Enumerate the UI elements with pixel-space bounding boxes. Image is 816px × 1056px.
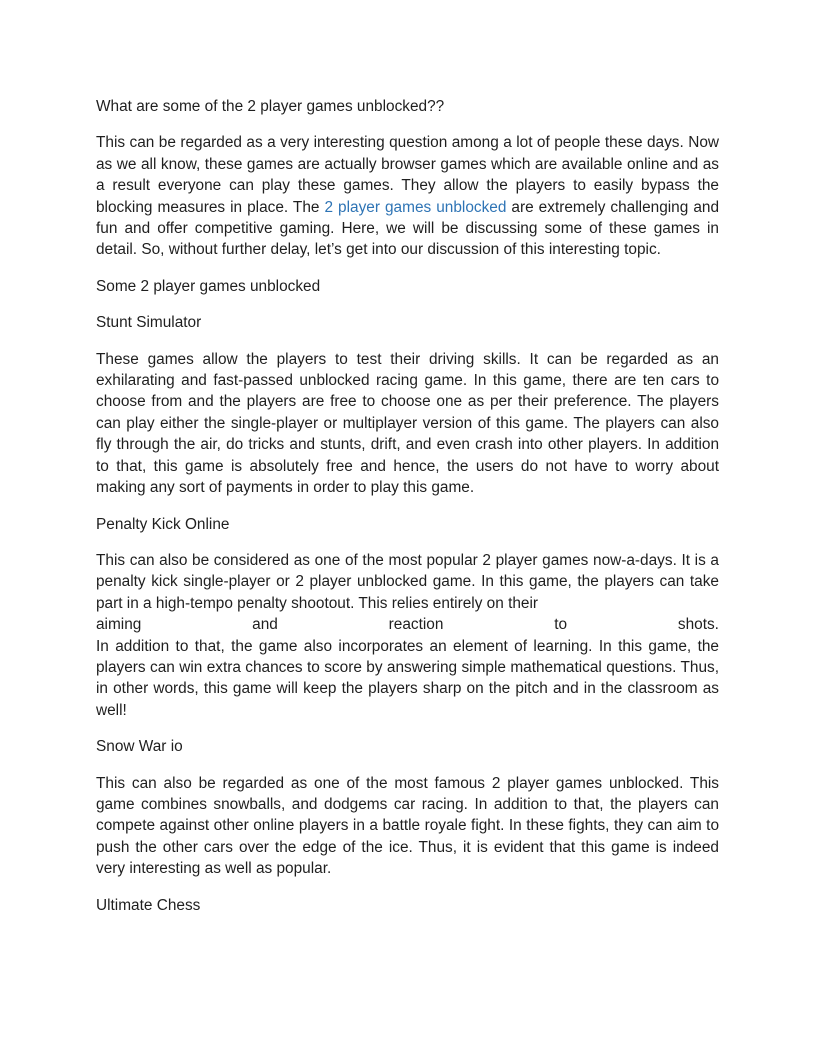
spread-word: shots. [677,616,719,634]
game-paragraph-snow-war-io: This can also be regarded as one of the most famous 2 player games unblocked. This game combines snowballs, and dodgems car racing. In addition to that, the players can compete against other online players in a battle royale fight. In these fights, they can aim to push the other cars over the edge of the ice. Thus, it is evident that this game is indeed very interesting as well as popular. [96,774,719,878]
game-heading-stunt-simulator: Stunt Simulator [96,314,202,332]
games-unblocked-link[interactable]: 2 player games unblocked [324,198,507,216]
game-heading-penalty-kick-online: Penalty Kick Online [96,515,230,533]
spread-word: to [554,616,568,634]
document-page [96,96,719,931]
document-title: What are some of the 2 player games unblocked?? [96,98,445,115]
intro-text-after-link: are extremely challenging and fun and offer competitive gaming. Here, we will be discussing some of these games in detail. So, without further delay, let’s get into our discussion of this interesting topic. [96,198,719,259]
spread-word: reaction [388,616,444,634]
section-heading: Some 2 player games unblocked [96,277,321,295]
game-heading-snow-war-io: Snow War io [96,738,183,756]
penalty-text-part2: In addition to that, the game also incorporates an element of learning. In this game, the players can win extra chances to score by answering simple mathematical questions. Thus, in other words, this game will keep the players sharp on the pitch and in the classroom as well! [96,637,719,719]
penalty-text-part1: This can also be considered as one of the most popular 2 player games now-a-days. It is a penalty kick single-player or 2 player unblocked game. In this game, the players can take part in a high-tempo penalty shootout. This relies entirely on their [96,551,719,612]
penalty-spread-line [96,614,719,635]
intro-paragraph [96,132,719,260]
game-paragraph-stunt-simulator: These games allow the players to test their driving skills. It can be regarded as an exhilarating and fast-passed unblocked racing game. In this game, there are ten cars to choose from and the players are free to choose one as per their preference. The players can play either the single-player or multiplayer version of this game. The players can also fly through the air, do tricks and stunts, drift, and even crash into other players. In addition to that, this game is absolutely free and hence, the users do not have to worry about making any sort of payments in order to play this game. [96,350,719,497]
spread-word: aiming [96,616,142,634]
intro-text-before-link: This can be regarded as a very interesting question among a lot of people these days. Now as we all know, these games are actually browser games which are available online and as a result everyone can play these games. They allow the players to easily bypass the blocking measures in place. The [96,134,719,216]
spread-word: and [252,616,278,634]
game-heading-ultimate-chess: Ultimate Chess [96,896,201,914]
game-paragraph-penalty-kick-online [96,550,719,721]
